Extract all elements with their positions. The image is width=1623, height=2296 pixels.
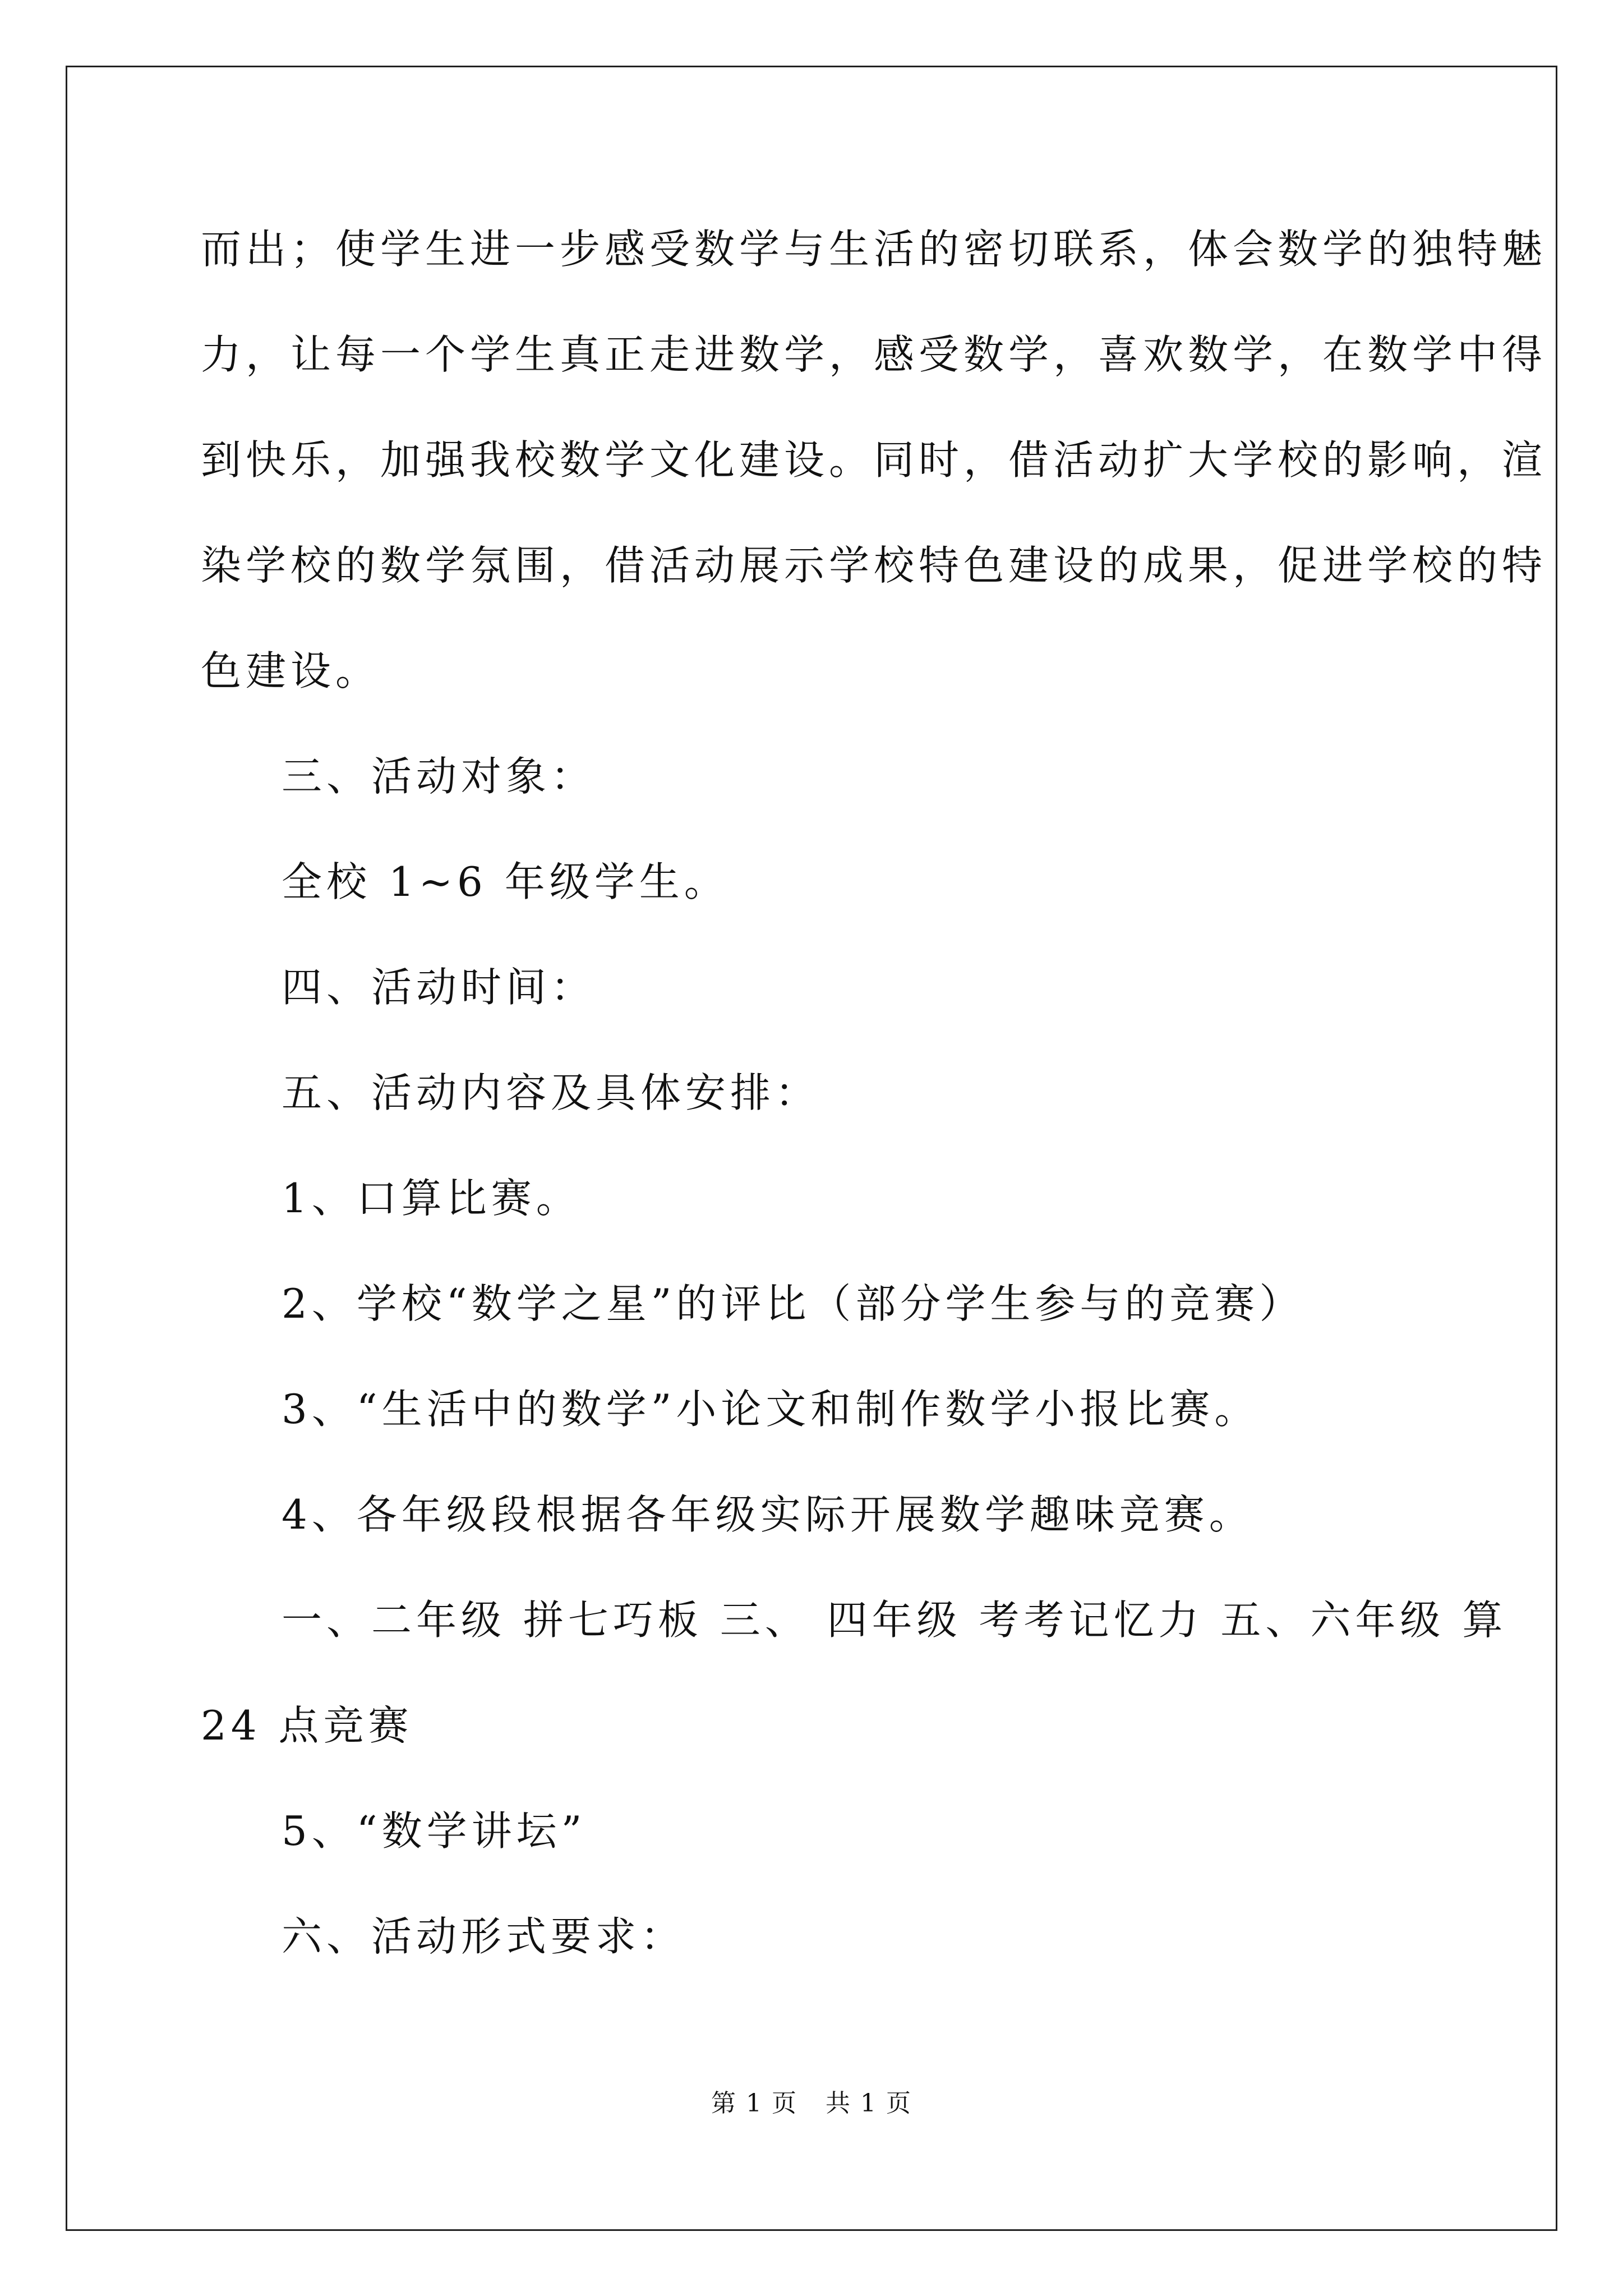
list-item: 3、“生活中的数学”小论文和制作数学小报比赛。 bbox=[282, 1386, 1260, 1433]
page-number-total: 共 1 页 bbox=[826, 2089, 912, 2118]
section-heading-targets: 三、活动对象： bbox=[282, 753, 596, 800]
list-item: 4、各年级段根据各年级实际开展数学趣味竞赛。 bbox=[282, 1491, 1254, 1538]
paragraph-line: 而出；使学生进一步感受数学与生活的密切联系，体会数学的独特魅 bbox=[201, 226, 1547, 273]
paragraph-line: 24 点竞赛 bbox=[201, 1702, 413, 1749]
paragraph-line: 色建设。 bbox=[201, 647, 381, 694]
paragraph-line: 全校 1~6 年级学生。 bbox=[282, 858, 729, 905]
paragraph-line: 到快乐，加强我校数学文化建设。同时，借活动扩大学校的影响，渲 bbox=[201, 436, 1547, 484]
section-heading-content: 五、活动内容及具体安排： bbox=[282, 1069, 820, 1116]
list-item: 1、口算比赛。 bbox=[282, 1175, 581, 1222]
document-body bbox=[201, 196, 1547, 1989]
section-heading-requirements: 六、活动形式要求： bbox=[282, 1913, 686, 1960]
list-item: 5、“数学讲坛” bbox=[282, 1807, 587, 1855]
paragraph-line: 力，让每一个学生真正走进数学，感受数学，喜欢数学，在数学中得 bbox=[201, 331, 1547, 378]
paragraph-line: 染学校的数学氛围，借活动展示学校特色建设的成果，促进学校的特 bbox=[201, 542, 1547, 589]
section-heading-time: 四、活动时间： bbox=[282, 964, 596, 1011]
paragraph-line: 一、二年级 拼七巧板 三、 四年级 考考记忆力 五、六年级 算 bbox=[282, 1596, 1507, 1644]
page-number-current: 第 1 页 bbox=[711, 2089, 797, 2118]
page-footer bbox=[0, 2087, 1623, 2120]
list-item: 2、学校“数学之星”的评比（部分学生参与的竞赛） bbox=[282, 1280, 1304, 1327]
